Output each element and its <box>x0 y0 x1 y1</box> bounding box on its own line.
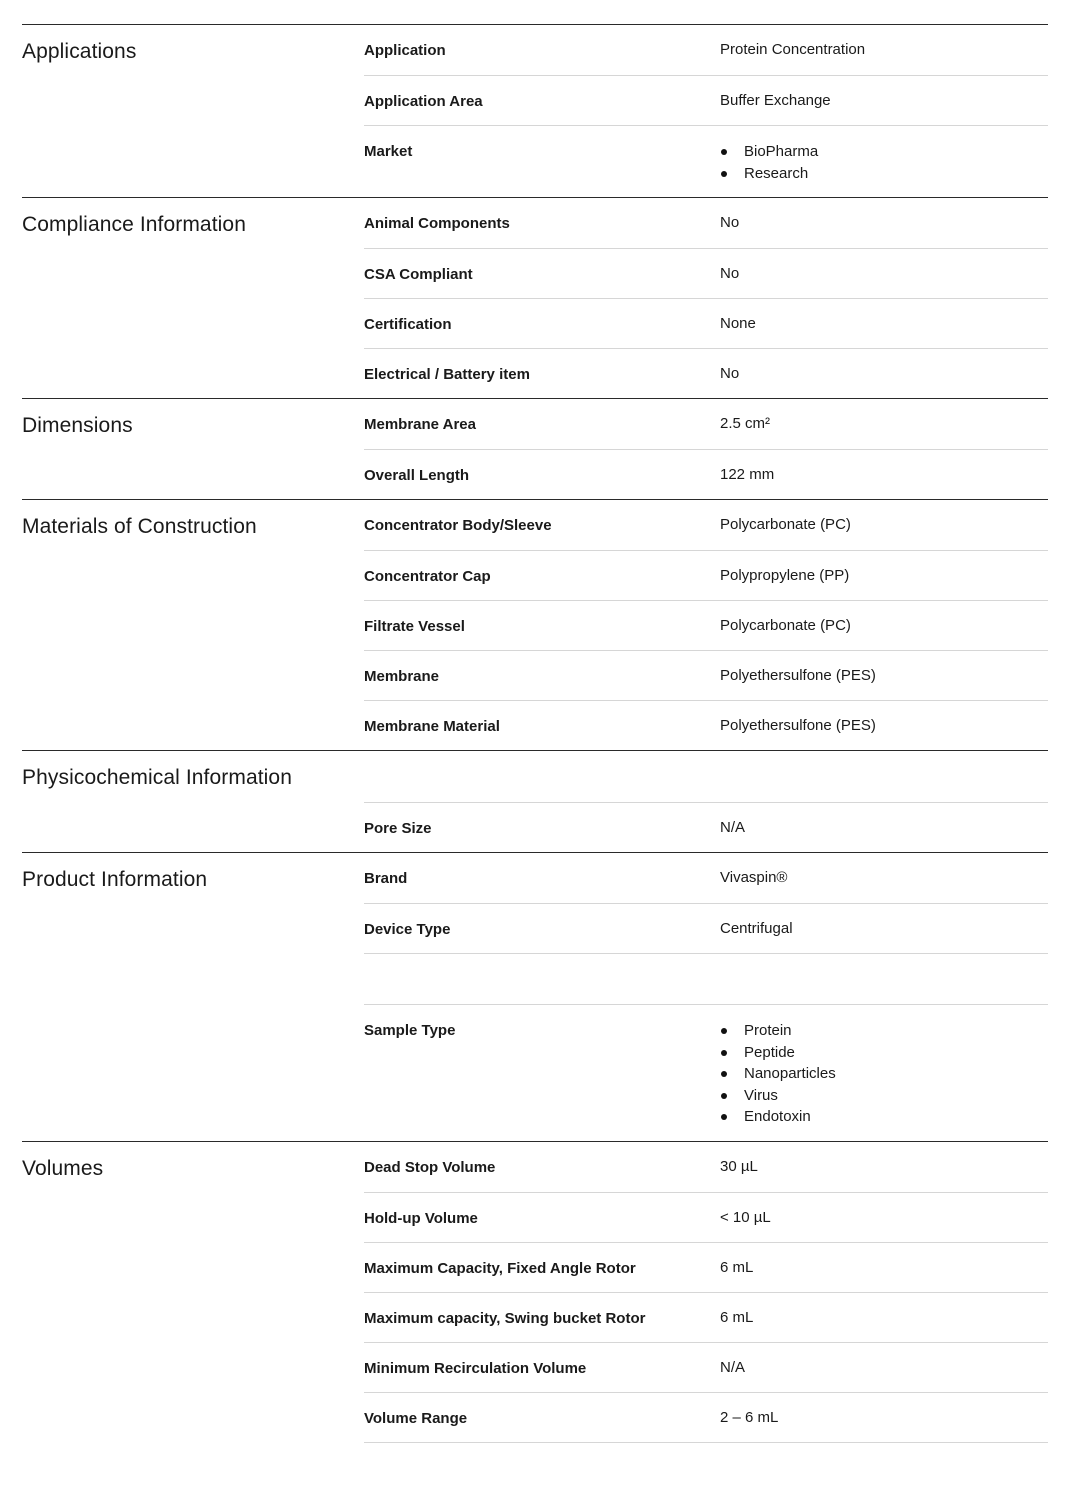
spec-row <box>364 25 1048 75</box>
section-title: Volumes <box>22 1156 104 1180</box>
list-item: Nanoparticles <box>720 1062 1048 1086</box>
spec-value: Polycarbonate (PC) <box>720 617 851 634</box>
list-item: Research <box>720 162 1048 186</box>
spec-row <box>364 1142 1048 1192</box>
spec-label: Brand <box>364 870 408 887</box>
spec-row <box>364 449 1048 499</box>
spec-value: Polyethersulfone (PES) <box>720 717 876 734</box>
section-title: Applications <box>22 40 137 63</box>
spec-label: Market <box>364 143 413 160</box>
spec-label: Membrane Material <box>364 718 500 735</box>
section-title: Compliance Information <box>22 213 246 236</box>
spec-row <box>364 853 1048 903</box>
list-item: Virus <box>720 1084 1048 1108</box>
spec-row <box>364 198 1048 248</box>
spec-label: Pore Size <box>364 820 432 837</box>
spec-label: Certification <box>364 316 452 333</box>
spec-label: Animal Components <box>364 215 510 232</box>
spec-row <box>364 550 1048 600</box>
list-item: BioPharma <box>720 140 1048 164</box>
spec-label: Membrane <box>364 668 440 685</box>
section-title: Dimensions <box>22 414 133 437</box>
spec-value: Centrifugal <box>720 920 793 937</box>
spec-value: < 10 µL <box>720 1208 771 1226</box>
spec-value: 122 mm <box>720 466 775 483</box>
spec-row <box>364 802 1048 852</box>
spec-section <box>22 499 1048 750</box>
spec-value: Protein Concentration <box>720 41 866 58</box>
section-title: Materials of Construction <box>22 515 257 538</box>
spec-label: Membrane Area <box>364 416 476 433</box>
spec-label: Hold-up Volume <box>364 1209 478 1227</box>
spec-label: Dead Stop Volume <box>364 1158 496 1176</box>
spec-row <box>364 903 1048 953</box>
spec-label: Maximum capacity, Swing bucket Rotor <box>364 1309 646 1327</box>
spec-section <box>22 1141 1048 1442</box>
list-item: Endotoxin <box>720 1105 1048 1129</box>
spec-value: No <box>720 214 740 231</box>
list-item: Protein <box>720 1019 1048 1043</box>
spec-row <box>364 298 1048 348</box>
list-item: Peptide <box>720 1041 1048 1065</box>
spec-label: Concentrator Cap <box>364 568 491 585</box>
spec-value: 2.5 cm² <box>720 415 771 432</box>
spec-row <box>364 650 1048 700</box>
spec-label: CSA Compliant <box>364 266 473 283</box>
spec-row <box>364 600 1048 650</box>
value-list <box>720 1019 1048 1129</box>
spec-row <box>364 1342 1048 1392</box>
spec-row <box>364 953 1048 1004</box>
spec-value: 2 – 6 mL <box>720 1408 779 1426</box>
spec-row <box>364 751 1048 802</box>
spec-row <box>364 1004 1048 1141</box>
spec-section <box>22 197 1048 398</box>
spec-label: Minimum Recirculation Volume <box>364 1359 587 1377</box>
spec-value: No <box>720 265 740 282</box>
spec-label: Maximum Capacity, Fixed Angle Rotor <box>364 1259 636 1277</box>
spec-row <box>364 399 1048 449</box>
spec-value: 30 µL <box>720 1157 758 1175</box>
spec-section <box>22 852 1048 1141</box>
spec-value: N/A <box>720 1358 746 1376</box>
section-title: Product Information <box>22 868 208 891</box>
spec-value: Vivaspin® <box>720 869 788 886</box>
spec-value: 6 mL <box>720 1308 754 1326</box>
spec-value: No <box>720 365 740 382</box>
bottom-divider <box>364 1442 1048 1443</box>
spec-row <box>364 248 1048 298</box>
spec-value <box>720 140 1048 185</box>
spec-row <box>364 75 1048 125</box>
spec-label: Device Type <box>364 921 451 938</box>
spec-row <box>364 1242 1048 1292</box>
spec-label: Sample Type <box>364 1022 456 1039</box>
spec-value: Polycarbonate (PC) <box>720 516 851 533</box>
spec-section <box>22 750 1048 852</box>
spec-label: Electrical / Battery item <box>364 366 530 383</box>
spec-value: 6 mL <box>720 1258 754 1276</box>
section-title: Physicochemical Information <box>22 766 292 789</box>
spec-row <box>364 1392 1048 1442</box>
spec-label: Concentrator Body/Sleeve <box>364 517 552 534</box>
spec-row <box>364 500 1048 550</box>
spec-section <box>22 398 1048 499</box>
spec-value: None <box>720 315 756 332</box>
spec-value: Buffer Exchange <box>720 92 831 109</box>
spec-row <box>364 348 1048 398</box>
spec-label: Volume Range <box>364 1409 468 1427</box>
spec-section <box>22 24 1048 197</box>
spec-row <box>364 1192 1048 1242</box>
spec-row <box>364 700 1048 750</box>
spec-label: Application Area <box>364 93 483 110</box>
value-list <box>720 140 1048 185</box>
spec-value: Polyethersulfone (PES) <box>720 667 876 684</box>
spec-value: Polypropylene (PP) <box>720 567 850 584</box>
spec-value: N/A <box>720 819 746 836</box>
spec-label: Filtrate Vessel <box>364 618 465 635</box>
spec-row <box>364 1292 1048 1342</box>
spec-value <box>720 1019 1048 1129</box>
spec-row <box>364 125 1048 197</box>
spec-label: Overall Length <box>364 467 470 484</box>
spec-label: Application <box>364 42 446 59</box>
